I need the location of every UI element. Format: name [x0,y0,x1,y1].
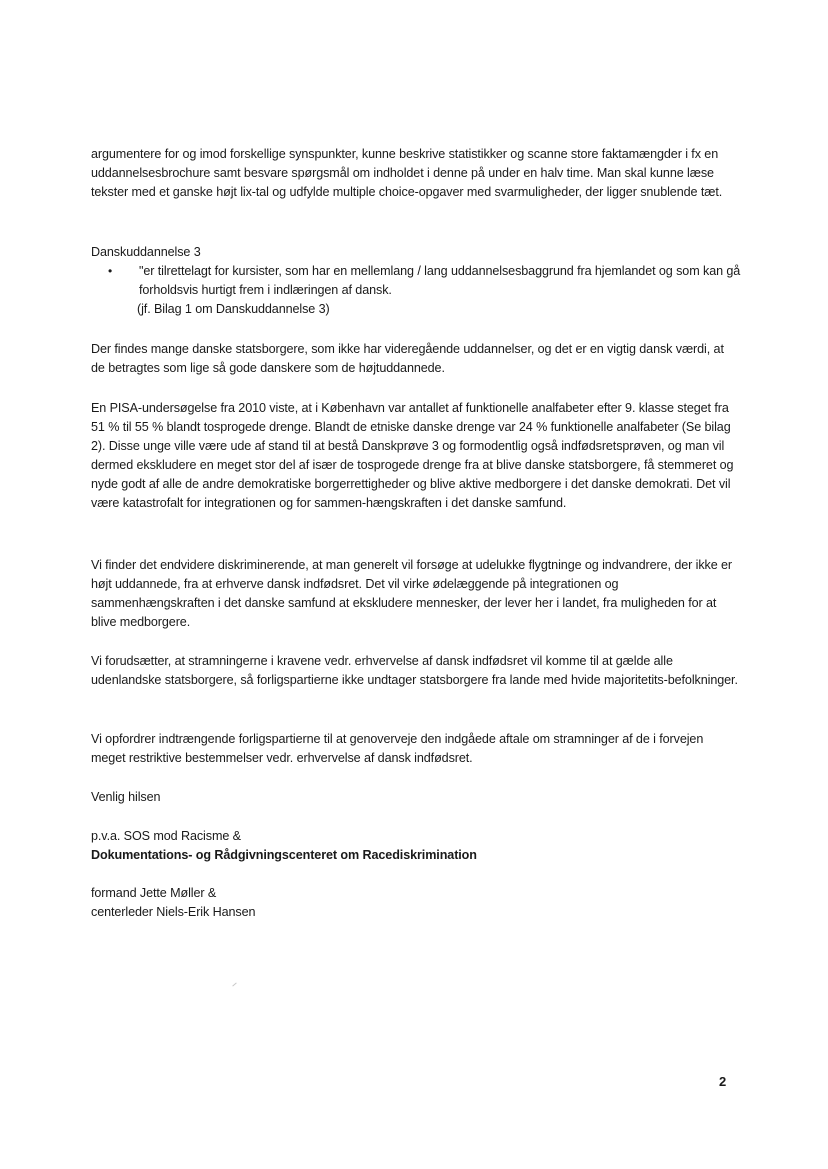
page-number: 2 [719,1074,727,1089]
signature-center: Dokumentations- og Rådgivningscenteret om Racediskrimination [91,848,477,862]
paragraph-pisa-text: En PISA-undersøgelse fra 2010 viste, at i København var antallet af funktionelle analfabeter efter 9. klasse steget fra 51 % til 55 % blandt tosprogede drenge. Blandt de etniske danske drenge var 24 % funktionelle analfabeter (Se bilag 2). Disse unge ville være ude af stand til at bestå Danskprøve 3 og formodentlig også indfødsretsprøven, og man vil dermed ekskludere en meget stor del af især de tosprogede drenge fra at blive danske statsborgere, få stemmeret og nyde godt af alle de andre demokratiske borgerrettigheder og blive aktive medborgere i det danske demokrati. Det vil være katastrofalt for integrationen og for sammen-hængskraften i det danske samfund. [91,401,734,510]
paragraph-forudsaetter [91,652,741,690]
section-heading-text: Danskuddannelse 3 [91,245,201,259]
paragraph-opfordrer [91,730,741,768]
closing-greeting-text: Venlig hilsen [91,790,161,804]
paragraph-intro-text: argumentere for og imod forskellige synspunkter, kunne beskrive statistikker og scanne store faktamængder i fx en uddannelsesbrochure samt besvare spørgsmål om indholdet i denne på under en halv time. Man skal kunne læse tekster med et ganske højt lix-tal og udfylde multiple choice-opgaver med svarmuligheder, der ligger snublende tæt. [91,147,723,199]
closing-greeting [91,788,741,807]
signature-organization [91,827,741,865]
paragraph-forudsaetter-text: Vi forudsætter, at stramningerne i kravene vedr. erhvervelse af dansk indfødsret vil komme til at gælde alle udenlandske statsborgere, så forligspartierne ikke undtager statsborgere fra lande med hvide majoritetits-befolkninger. [91,654,738,687]
paragraph-opfordrer-text: Vi opfordrer indtrængende forligspartierne til at genoverveje den indgåede aftale om stramninger af de i forvejen meget restriktive bestemmelser vedr. erhvervelse af dansk indfødsret. [91,732,704,765]
list-item [108,262,748,300]
signature-name-1: formand Jette Møller & [91,886,217,900]
signature-names [91,884,741,922]
signature-pva: p.v.a. SOS mod Racisme & [91,829,241,843]
paragraph-statsborgere [91,340,741,378]
bullet-icon: • [108,264,113,278]
section-heading [91,243,741,262]
bullet-list [108,262,748,319]
paragraph-diskriminerende-text: Vi finder det endvidere diskriminerende, at man generelt vil forsøge at udelukke flygtninge og indvandrere, der ikke er højt uddannede, fra at erhverve dansk indfødsret. Det vil virke ødelæggende på integrationen og sammenhængskraften i det danske samfund at ekskludere mennesker, der lever her i landet, fra muligheden for at blive medborgere. [91,558,733,629]
scan-artifact [232,983,236,987]
paragraph-diskriminerende [91,556,741,632]
signature-name-2: centerleder Niels-Erik Hansen [91,905,256,919]
bullet-reference: (jf. Bilag 1 om Danskuddannelse 3) [137,302,330,316]
paragraph-intro [91,145,741,202]
bullet-text: "er tilrettelagt for kursister, som har en mellemlang / lang uddannelsesbaggrund fra hjemlandet og som kan gå forholdsvis hurtigt frem i indlæringen af dansk. [139,264,741,297]
paragraph-statsborgere-text: Der findes mange danske statsborgere, som ikke har videregående uddannelser, og det er en vigtig dansk værdi, at de betragtes som lige så gode danskere som de højtuddannede. [91,342,724,375]
paragraph-pisa [91,399,741,513]
